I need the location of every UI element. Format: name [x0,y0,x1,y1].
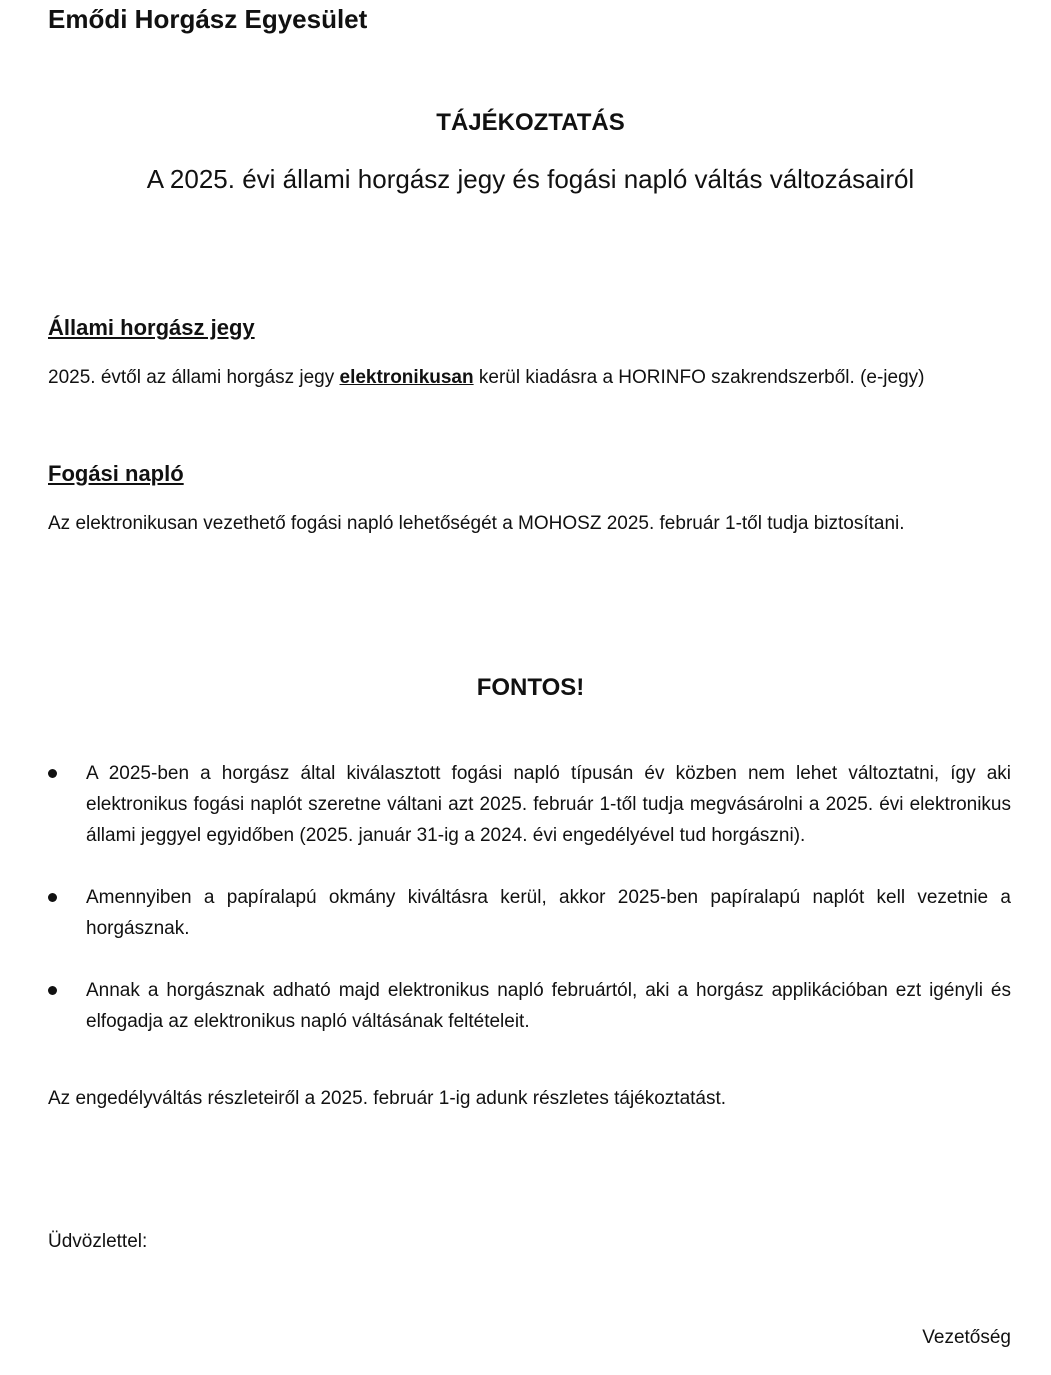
list-item [48,882,1011,944]
list-item-text: Annak a horgásznak adható majd elektronikus napló februártól, aki a horgász applikációban ezt igényli és elfogadja az elektronikus napló váltásának feltételeit. [86,980,1011,1032]
list-item [48,975,1011,1037]
list-item [48,758,1011,851]
ticket-text-before: 2025. évtől az állami horgász jegy [48,367,340,388]
bullet-icon [48,893,57,902]
section-text-fishing-ticket [48,365,924,391]
ticket-text-after: kerül kiadásra a HORINFO szakrendszerből. (e-jegy) [473,367,925,388]
section-text-catch-log: Az elektronikusan vezethető fogási napló lehetőségét a MOHOSZ 2025. február 1-től tudja biztosítani. [48,513,905,534]
bullet-icon [48,986,57,995]
closing-details: Az engedélyváltás részleteiről a 2025. február 1-ig adunk részletes tájékoztatást. [48,1088,727,1109]
list-item-text: A 2025-ben a horgász által kiválasztott fogási napló típusán év közben nem lehet változtatni, így aki elektronikus fogási naplót szeretne váltani azt 2025. február 1-től tudja megvásárolni a 2025. évi elektronikus állami jeggyel egyidőben (2025. január 31-ig a 2024. évi engedélyével tud horgászni). [86,763,1011,846]
greeting: Üdvözlettel: [48,1231,148,1252]
important-heading: FONTOS! [476,674,585,701]
section-heading-fishing-ticket: Állami horgász jegy [48,315,255,340]
signature: Vezetőség [922,1327,1011,1348]
notice-subtitle: A 2025. évi állami horgász jegy és fogási napló váltás változásairól [146,164,915,194]
notice-title: TÁJÉKOZTATÁS [436,109,625,136]
ticket-text-emphasis: elektronikusan [339,367,474,388]
bullet-icon [48,769,57,778]
organization-name: Emődi Horgász Egyesület [48,4,368,34]
section-heading-catch-log: Fogási napló [48,461,184,486]
list-item-text: Amennyiben a papíralapú okmány kiváltásra kerül, akkor 2025-ben papíralapú naplót kell vezetnie a horgásznak. [86,887,1011,939]
important-list [48,758,1011,1037]
